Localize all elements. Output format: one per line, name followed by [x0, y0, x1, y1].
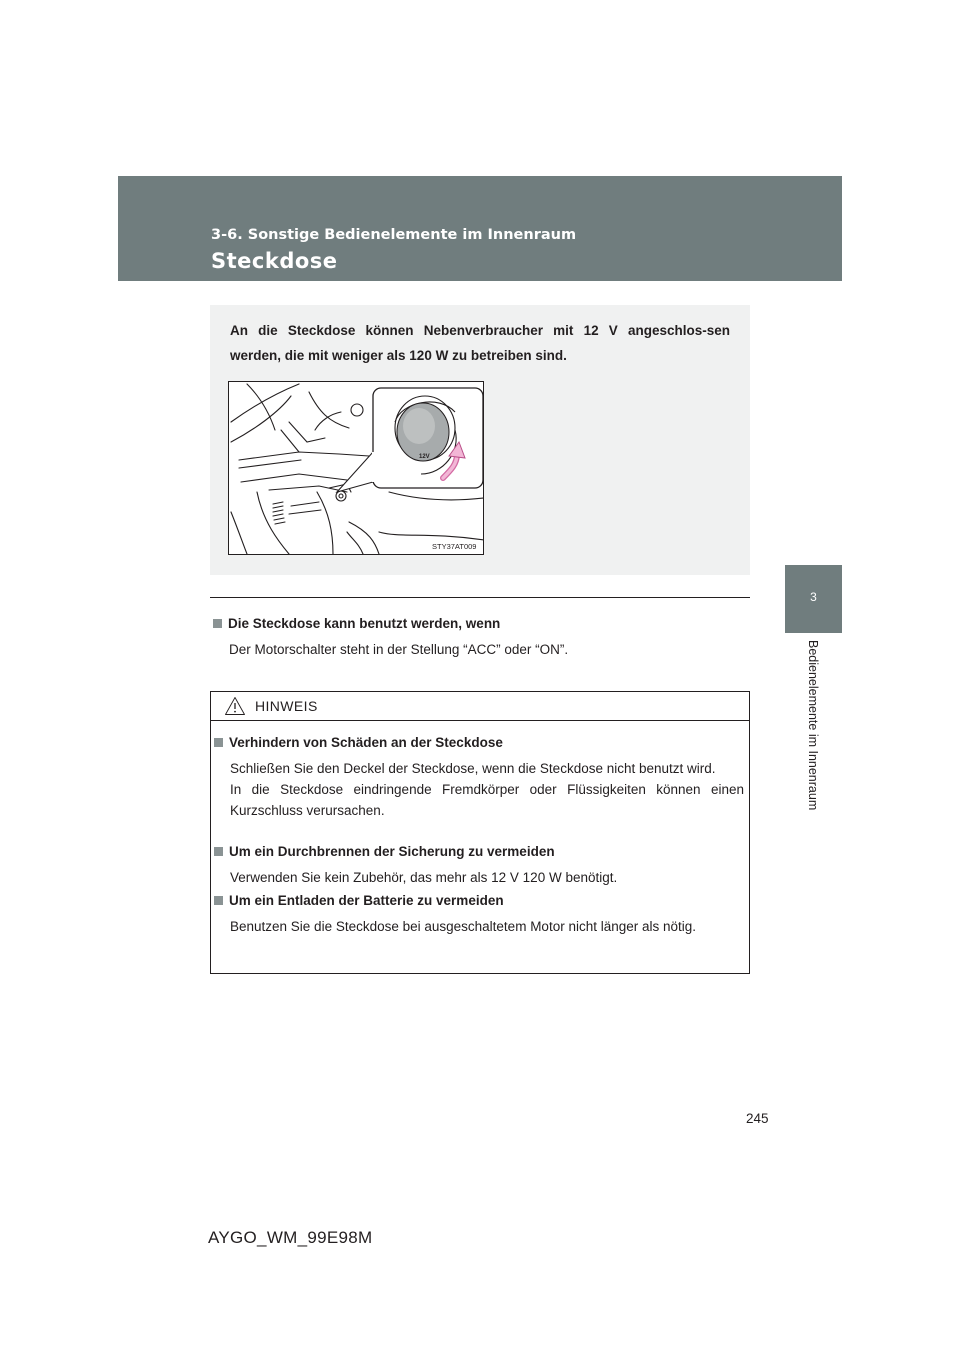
- caution-header: [211, 692, 749, 721]
- caution-item-title: [214, 735, 744, 750]
- page-number: 245: [746, 1111, 769, 1126]
- caution-item-title: [214, 844, 744, 859]
- caution-paragraph: Schließen Sie den Deckel der Steckdose, wenn die Steckdose nicht benutzt wird.: [230, 761, 716, 776]
- intro-box: [210, 305, 750, 575]
- section-title: 3-6. Sonstige Bedienelemente im Innenraum: [211, 227, 577, 243]
- outlet-voltage-label: 12V: [419, 454, 430, 460]
- warning-triangle-icon: [224, 696, 246, 716]
- square-bullet-icon: [214, 896, 223, 905]
- page-title: Steckdose: [211, 249, 338, 273]
- caution-paragraph: Benutzen Sie die Steckdose bei ausgeschaltetem Motor nicht länger als nötig.: [230, 919, 697, 934]
- caution-item: [214, 735, 744, 821]
- section-divider: [210, 597, 750, 598]
- caution-item-text: [230, 758, 744, 821]
- square-bullet-icon: [213, 619, 222, 628]
- square-bullet-icon: [214, 847, 223, 856]
- caution-paragraph: In die Steckdose eindringende Fremdkörper oder Flüssigkeiten können einen Kurzschluss verursachen.: [230, 782, 744, 818]
- caution-item-title-text: Verhindern von Schäden an der Steckdose: [229, 735, 503, 750]
- caution-item-text: [230, 867, 744, 888]
- caution-label: HINWEIS: [255, 698, 318, 714]
- figure-code: STY37AT009: [432, 542, 477, 551]
- caution-paragraph: Verwenden Sie kein Zubehör, das mehr als 12 V 120 W benötigt.: [230, 870, 618, 885]
- caution-item: [214, 844, 744, 888]
- caution-item-title: [214, 893, 744, 908]
- chapter-tab[interactable]: [785, 565, 842, 633]
- document-code: AYGO_WM_99E98M: [208, 1228, 373, 1247]
- square-bullet-icon: [214, 738, 223, 747]
- intro-text: An die Steckdose können Nebenverbraucher mit 12 V angeschlos-sen werden, die mit weniger als 120 W zu betreiben sind.: [230, 323, 730, 363]
- note-body: Der Motorschalter steht in der Stellung “ACC” oder “ON”.: [229, 642, 569, 657]
- chapter-label-text: Bedienelemente im Innenraum: [806, 640, 820, 811]
- note-heading-text: Die Steckdose kann benutzt werden, wenn: [228, 616, 501, 631]
- caution-item-title-text: Um ein Durchbrennen der Sicherung zu vermeiden: [229, 844, 555, 859]
- page-header: [118, 176, 842, 281]
- caution-box: [210, 691, 750, 974]
- caution-item-text: [230, 916, 744, 937]
- caution-item-title-text: Um ein Entladen der Batterie zu vermeiden: [229, 893, 504, 908]
- note-heading: [213, 616, 500, 631]
- power-outlet-illustration: [228, 381, 484, 555]
- caution-item: [214, 893, 744, 937]
- dashboard-drawing: [229, 382, 484, 555]
- chapter-number: 3: [810, 590, 817, 604]
